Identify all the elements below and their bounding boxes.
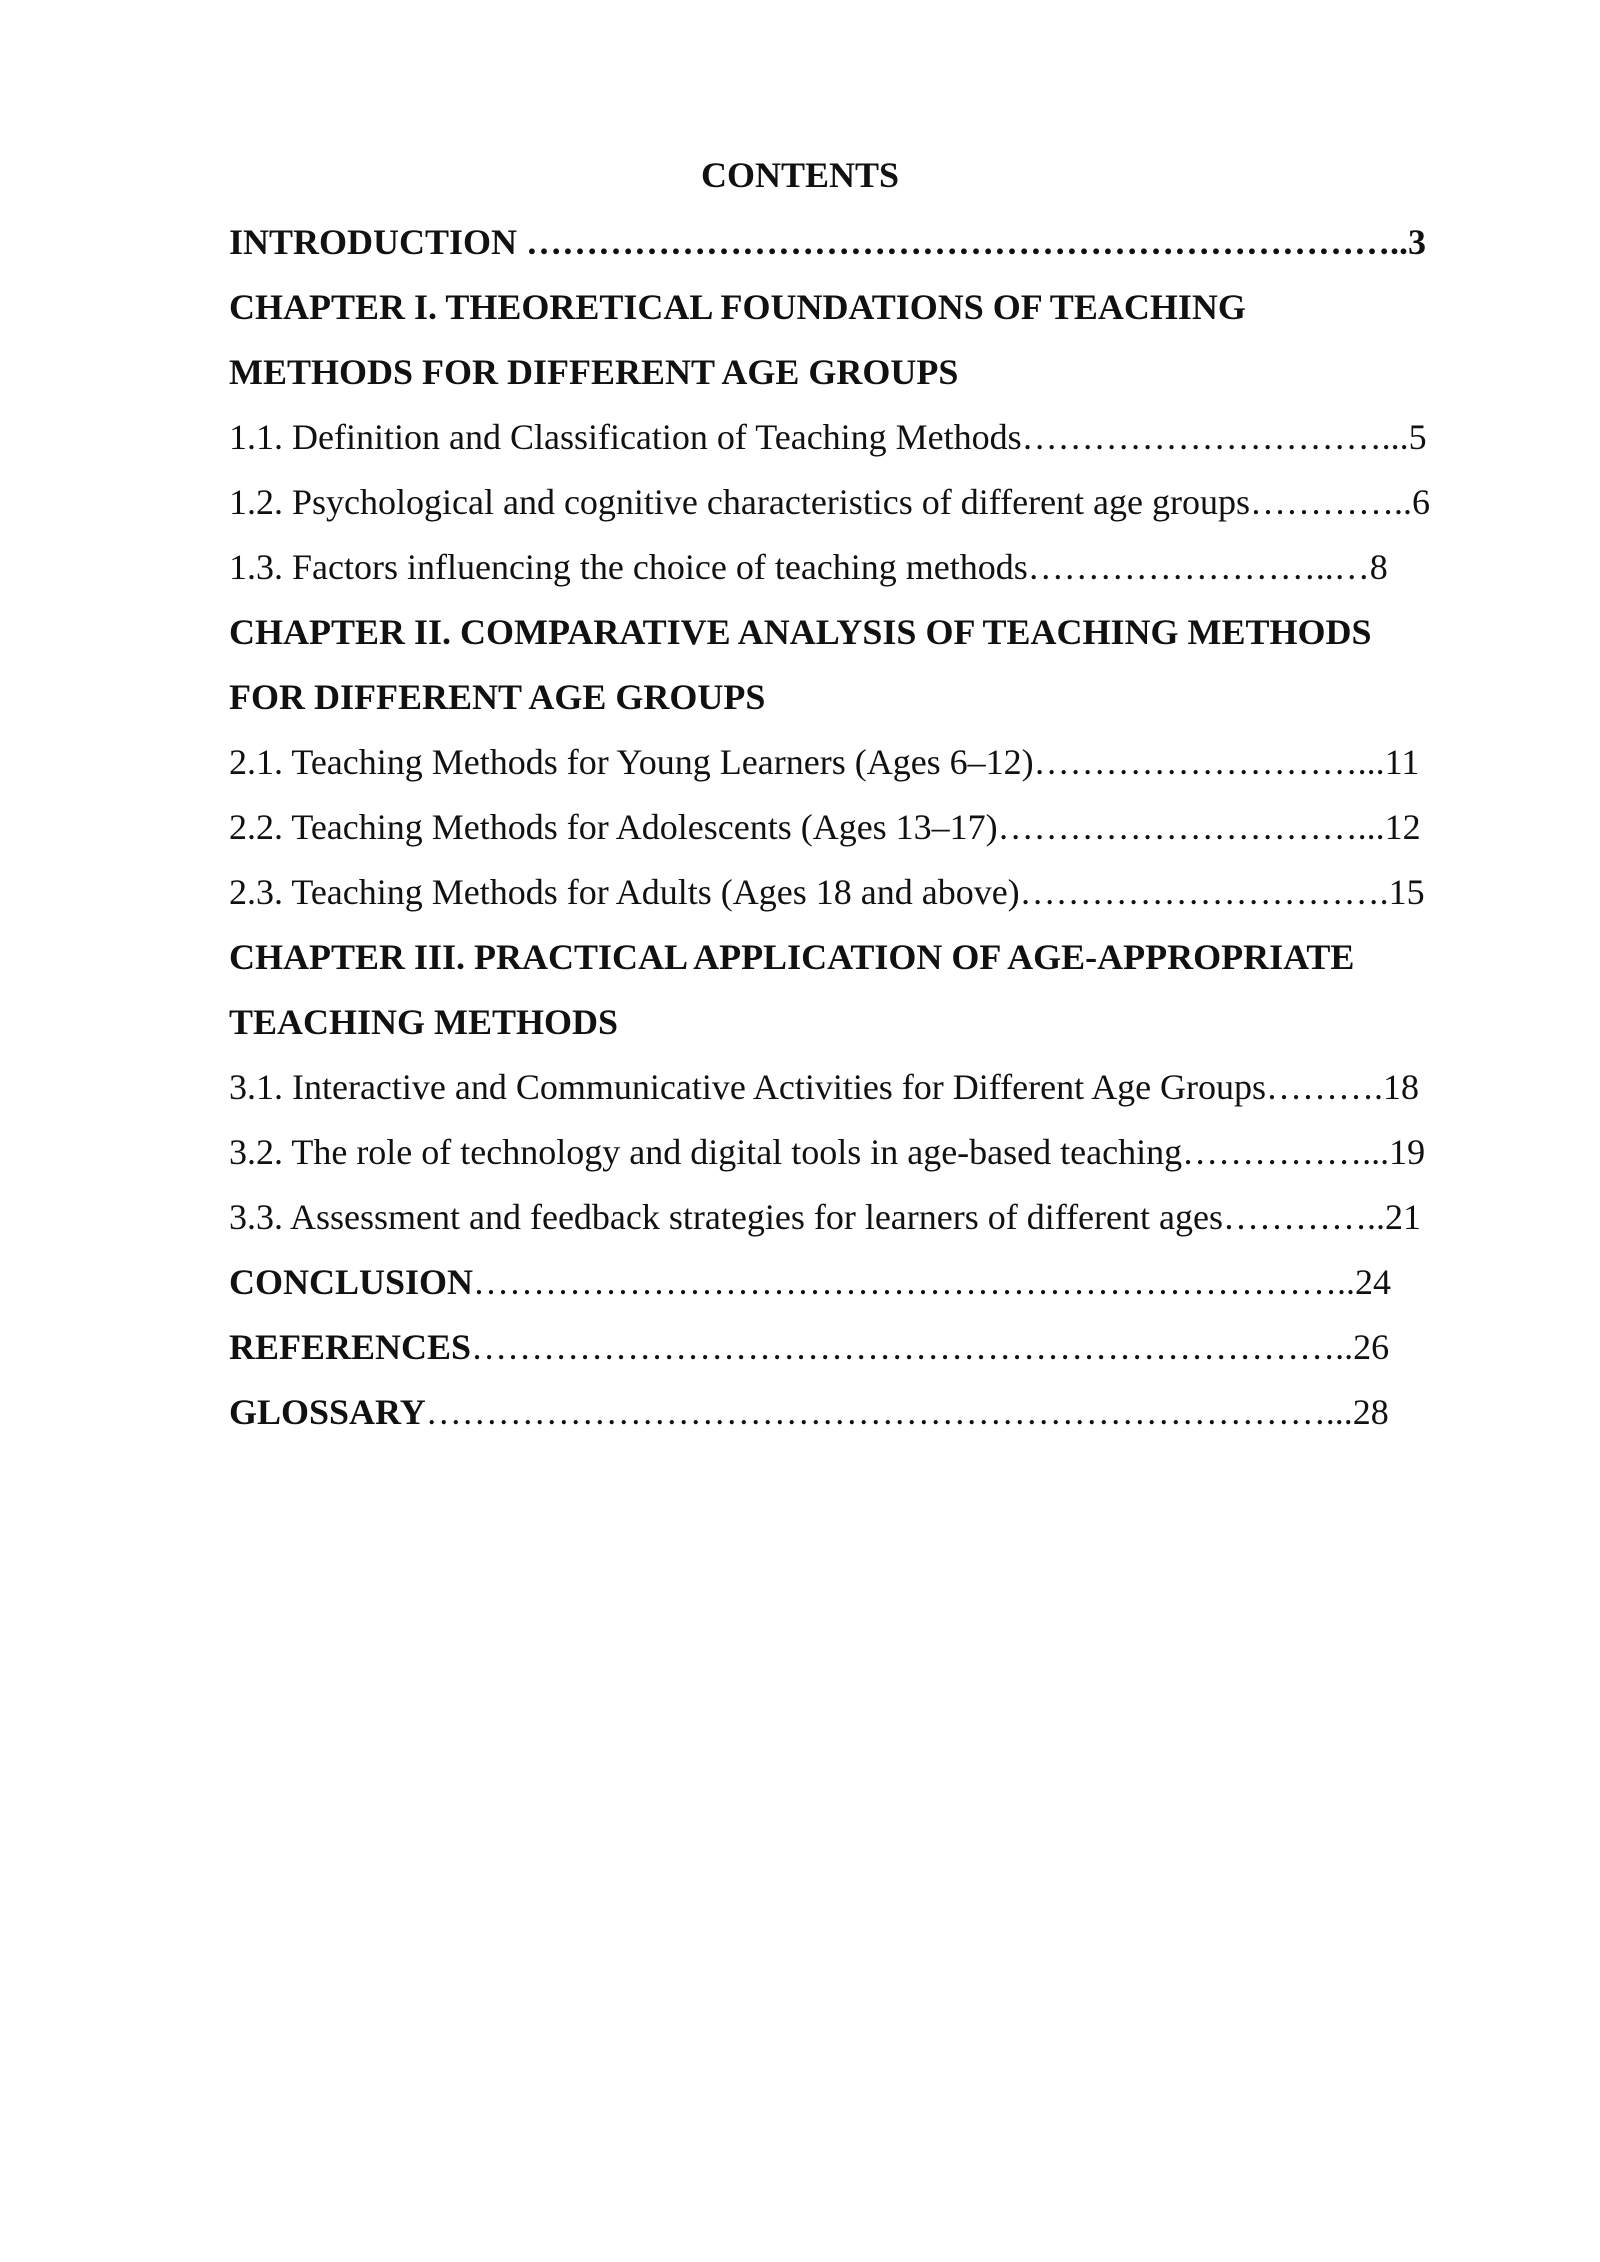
- toc-entry-text: CHAPTER III. PRACTICAL APPLICATION OF AGE-APPROPRIATE: [229, 937, 1355, 977]
- table-of-contents: [229, 210, 1492, 1445]
- toc-entry-leader: ………………………………………………………………..24: [473, 1262, 1392, 1302]
- toc-entry-text: 1.2. Psychological and cognitive characteristics of different age groups…………..6: [229, 482, 1431, 522]
- toc-entry-text: 3.3. Assessment and feedback strategies for learners of different ages…………..21: [229, 1197, 1421, 1237]
- toc-entry-text: 1.1. Definition and Classification of Teaching Methods…………………………...5: [229, 417, 1427, 457]
- toc-entry-introduction: [229, 210, 1492, 275]
- toc-entry-1-3: [229, 535, 1492, 600]
- toc-entry-3-1: [229, 1055, 1492, 1120]
- toc-entry-text: 2.2. Teaching Methods for Adolescents (Ages 13–17)…………………………...12: [229, 807, 1421, 847]
- toc-entry-leader: …………………………………………………………………...28: [425, 1392, 1389, 1432]
- toc-entry-conclusion: [229, 1250, 1492, 1315]
- toc-entry-2-2: [229, 795, 1492, 860]
- page-title: CONTENTS: [700, 155, 900, 195]
- toc-entry-text: 2.1. Teaching Methods for Young Learners (Ages 6–12)………………………...11: [229, 742, 1420, 782]
- toc-chapter-3-heading-line-2: [229, 990, 1492, 1055]
- toc-chapter-1-heading-line-1: [229, 275, 1492, 340]
- toc-entry-text: INTRODUCTION ………………………………………………………………..3: [229, 222, 1427, 262]
- toc-entry-1-1: [229, 405, 1492, 470]
- toc-entry-leader: ………………………………………………………………..26: [471, 1327, 1390, 1367]
- toc-chapter-3-heading-line-1: [229, 925, 1492, 990]
- toc-entry-1-2: [229, 470, 1492, 535]
- toc-entry-text: 2.3. Teaching Methods for Adults (Ages 18 and above)………………………….15: [229, 872, 1425, 912]
- toc-entry-2-1: [229, 730, 1492, 795]
- toc-entry-glossary: [229, 1380, 1492, 1445]
- toc-entry-3-3: [229, 1185, 1492, 1250]
- toc-entry-references: [229, 1315, 1492, 1380]
- toc-entry-text: FOR DIFFERENT AGE GROUPS: [229, 677, 766, 717]
- toc-entry-text: 3.1. Interactive and Communicative Activities for Different Age Groups……….18: [229, 1067, 1420, 1107]
- toc-entry-text: METHODS FOR DIFFERENT AGE GROUPS: [229, 352, 959, 392]
- toc-chapter-2-heading-line-1: [229, 600, 1492, 665]
- toc-entry-label: CONCLUSION: [229, 1262, 474, 1302]
- toc-entry-text: TEACHING METHODS: [229, 1002, 619, 1042]
- toc-entry-2-3: [229, 860, 1492, 925]
- toc-entry-text: CHAPTER II. COMPARATIVE ANALYSIS OF TEACHING METHODS: [229, 612, 1372, 652]
- toc-chapter-1-heading-line-2: [229, 340, 1492, 405]
- toc-entry-label: REFERENCES: [229, 1327, 472, 1367]
- toc-entry-3-2: [229, 1120, 1492, 1185]
- toc-chapter-2-heading-line-2: [229, 665, 1492, 730]
- toc-entry-label: GLOSSARY: [229, 1392, 426, 1432]
- toc-entry-text: 3.2. The role of technology and digital tools in age-based teaching……………...19: [229, 1132, 1426, 1172]
- toc-entry-text: CHAPTER I. THEORETICAL FOUNDATIONS OF TEACHING: [229, 287, 1246, 327]
- toc-entry-text: 1.3. Factors influencing the choice of teaching methods……………………..…8: [229, 547, 1388, 587]
